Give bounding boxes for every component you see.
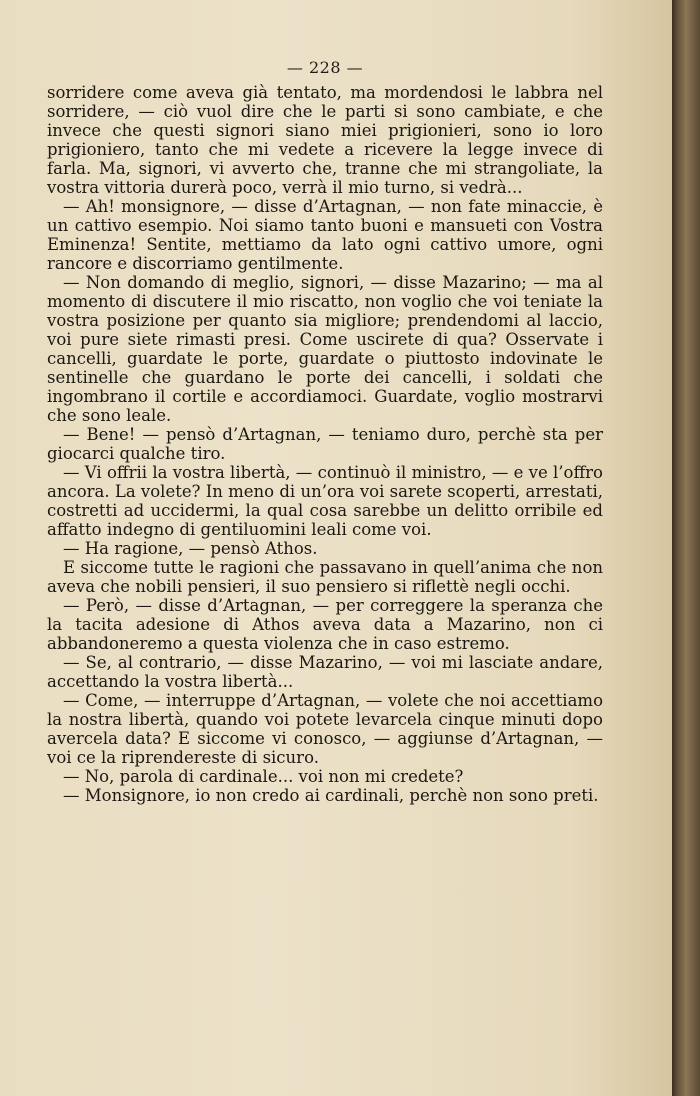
paragraph: sorridere come aveva già tentato, ma mordendosi le labbra nel sorridere, — ciò vuol dire che le parti si sono cambiate, e che invece che questi signori siano miei prigionieri, sono io loro prigioniero, tanto che mi vedete a ricevere la legge invece di farla. Ma, signori, vi avverto che, tranne che mi strangoliate, la vostra vittoria durerà poco, verrà il mio turno, si vedrà...: [47, 83, 603, 197]
paragraph: — Però, — disse d’Artagnan, — per correggere la speranza che la tacita adesione di Athos aveva data a Mazarino, non ci abbandoneremo a questa violenza che in caso estremo.: [47, 596, 603, 653]
paragraph: — No, parola di cardinale... voi non mi credete?: [63, 767, 464, 786]
paragraph: — Come, — interruppe d’Artagnan, — volete che noi accettiamo la nostra libertà, quando voi potete levarcela cinque minuti dopo avercela data? E siccome vi conosco, — aggiunse d’Artagnan, — voi ce la riprendereste di sicuro.: [47, 691, 603, 767]
paragraph: — Vi offrii la vostra libertà, — continuò il ministro, — e ve l’offro ancora. La volete? In meno di un’ora voi sarete scoperti, arrestati, costretti ad uccidermi, la qual cosa sarebbe un delitto orribile ed affatto indegno di gentiluomini leali come voi.: [47, 463, 603, 539]
paragraph: E siccome tutte le ragioni che passavano in quell’anima che non aveva che nobili pensieri, il suo pensiero si riflettè negli occhi.: [47, 558, 603, 596]
page-number: — 228 —: [286, 58, 364, 77]
paragraph: — Ah! monsignore, — disse d’Artagnan, — non fate minaccie, è un cattivo esempio. Noi siamo tanto buoni e mansueti con Vostra Eminenza! Sentite, mettiamo da lato ogni cattivo umore, ogni rancore e discorriamo gentilmente.: [47, 197, 603, 273]
book-page-edge: [672, 0, 700, 1096]
page-body-text: [47, 83, 603, 805]
paragraph: — Ha ragione, — pensò Athos.: [63, 539, 318, 558]
paragraph: — Se, al contrario, — disse Mazarino, — voi mi lasciate andare, accettando la vostra libertà...: [47, 653, 603, 691]
paragraph: — Non domando di meglio, signori, — disse Mazarino; — ma al momento di discutere il mio riscatto, non voglio che voi teniate la vostra posizione per quanto sia migliore; prendendomi al laccio, voi pure siete rimasti presi. Come uscirete di qua? Osservate i cancelli, guardate le porte, guardate o piuttosto indovinate le sentinelle che guardano le porte dei cancelli, i soldati che ingombrano il cortile e accordiamoci. Guardate, voglio mostrarvi che sono leale.: [47, 273, 603, 425]
paragraph: — Bene! — pensò d’Artagnan, — teniamo duro, perchè sta per giocarci qualche tiro.: [47, 425, 603, 463]
paragraph: — Monsignore, io non credo ai cardinali, perchè non sono preti.: [63, 786, 599, 805]
